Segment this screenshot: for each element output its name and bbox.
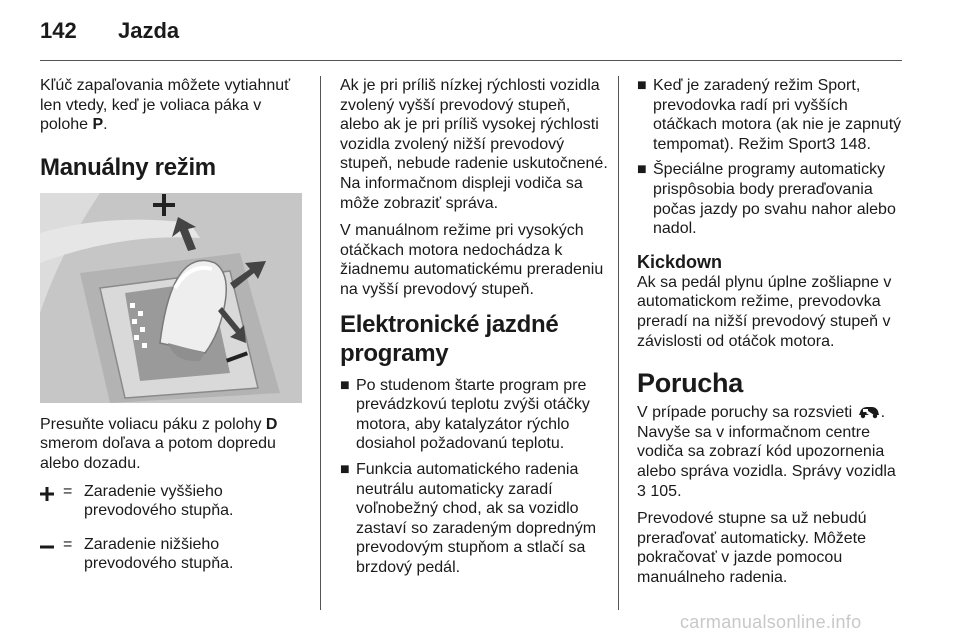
heading-manual-mode: Manuálny režim [40, 153, 216, 181]
bullet-marker-icon: ■ [340, 460, 350, 478]
car-wrench-warning-icon [857, 404, 881, 420]
paragraph-fault: V prípade poruchy sa rozsvieti . Navyše sa v informačnom centre vodiča sa zobrazí kód upozornenia alebo správa vozidla. Správy vozidla 3 105. [637, 404, 896, 500]
column-2 [340, 76, 608, 583]
paragraph-kickdown: Ak sa pedál plynu úplne zošliapne v automatickom režime, prevodovka preradí na nižší prevodový stupeň v závislosti od otáčok motora. [637, 273, 892, 350]
list-item: ■ Po studenom štarte program pre prevádzkovú teplotu zvýši otáčky motora, aby katalyzátor rýchlo dosiahol požadovanú teplotu. [340, 376, 590, 453]
definition-upshift: = Zaradenie vyššieho prevodového stupňa. [40, 482, 308, 521]
column-divider-1 [320, 76, 321, 610]
paragraph-manual-fallback: Prevodové stupne sa už nebudú preraďovať automaticky. Môžete pokračovať v jazde pomocou manuálneho radenia. [637, 510, 867, 586]
gear-lever-illustration [40, 193, 302, 403]
paragraph-gear-limits: Ak je pri príliš nízkej rýchlosti vozidla zvolený vyšší prevodový stupeň, alebo ak je pri príliš vysokej rýchlosti vozidla zvolený nižší prevodový stupeň, nebude radenie uskutočnené. Na informačnom displeji vodiča sa môže zobraziť správa. [340, 77, 608, 212]
column-1 [40, 76, 308, 588]
paragraph-manual-high-rpm: V manuálnom režime pri vysokých otáčkach motora nedochádza k žiadnemu automatickému preradeniu na vyšší prevodový stupeň. [340, 222, 604, 298]
header-divider [40, 60, 902, 61]
list-item: ■ Špeciálne programy automaticky prispôsobia body preraďovania počas jazdy po svahu nahor alebo nadol. [637, 161, 896, 238]
heading-kickdown: Kickdown [637, 251, 723, 272]
plus-icon [40, 487, 54, 501]
definition-text: Zaradenie vyššieho prevodového stupňa. [84, 482, 234, 520]
intro-paragraph: Kľúč zapaľovania môžete vytiahnuť len vtedy, keď je voliaca páka v polohe P. [40, 77, 291, 134]
minus-icon [40, 540, 54, 554]
column-divider-2 [618, 76, 619, 610]
reference-arrow-icon: 3 [637, 482, 646, 500]
heading-electronic-programs: Elektronické jazdné programy [340, 310, 559, 367]
page-reference-link[interactable]: 105 [650, 482, 678, 500]
bullet-marker-icon: ■ [637, 161, 647, 179]
bullet-marker-icon: ■ [637, 77, 647, 94]
definition-text: Zaradenie nižšieho prevodového stupňa. [84, 535, 234, 573]
page-reference-link[interactable]: 148 [839, 135, 867, 153]
definition-downshift: = Zaradenie nižšieho prevodového stupňa. [40, 535, 308, 574]
column-3 [637, 76, 905, 595]
watermark: carmanualsonline.info [680, 612, 862, 632]
list-item: ■ Funkcia automatického radenia neutrálu automaticky zaradí voľnobežný chod, ak sa vozidlo zastaví so zaradeným dopredným prevodovým stupňom a stlačí sa brzdový pedál. [340, 460, 597, 576]
caption-paragraph: Presuňte voliacu páku z polohy D smerom doľava a potom dopredu alebo dozadu. [40, 415, 278, 472]
bullet-marker-icon: ■ [340, 376, 350, 394]
heading-fault: Porucha [637, 368, 743, 399]
list-item: ■ Keď je zaradený režim Sport, prevodovka radí pri vyšších otáčkach motora (ak nie je zapnutý tempomat). Režim Sport3 148. [637, 77, 902, 153]
reference-arrow-icon: 3 [826, 135, 836, 153]
section-title: Jazda [118, 18, 180, 43]
page-number: 142 [40, 18, 77, 43]
